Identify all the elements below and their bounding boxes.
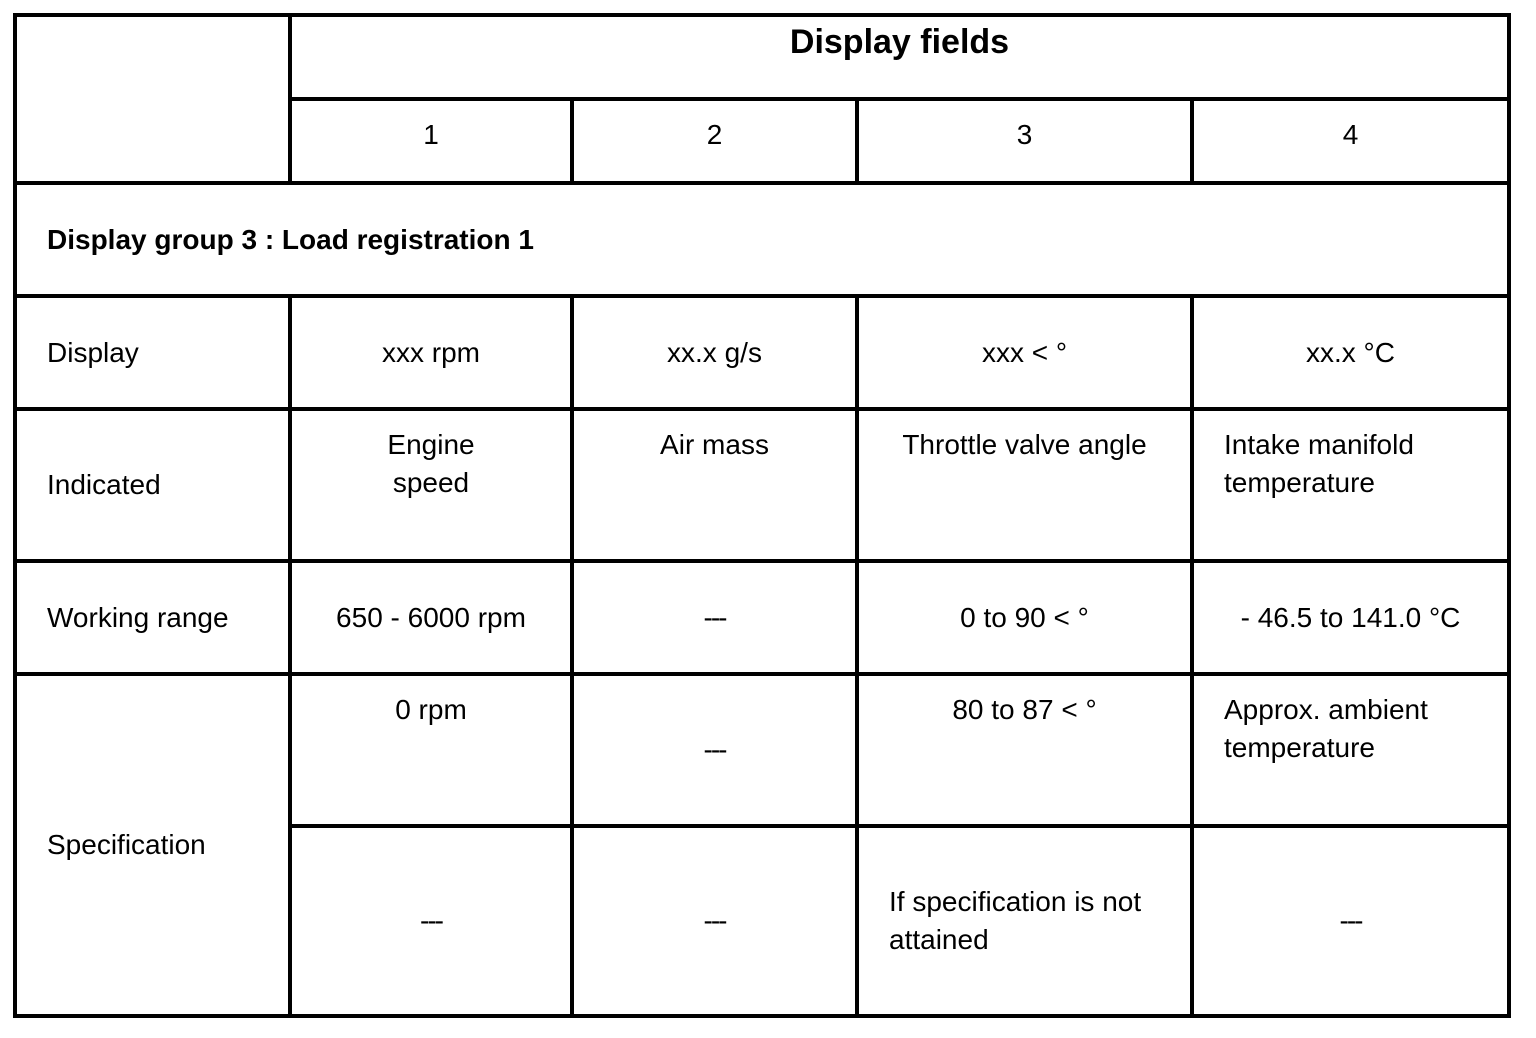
working-range-cell-3: 0 to 90 < ° (857, 561, 1192, 674)
specification-cell-3: 80 to 87 < ° (857, 674, 1192, 826)
specification-note-cell-3: If specification is not attained (857, 826, 1192, 1016)
indicated-cell-4: Intake manifold temperature (1192, 409, 1509, 561)
working-range-cell-4: - 46.5 to 141.0 °C (1192, 561, 1509, 674)
specification-cell-2: --- (572, 674, 857, 826)
row-label-specification: Specification (15, 674, 290, 1016)
row-label-working-range: Working range (15, 561, 290, 674)
indicated-cell-2: Air mass (572, 409, 857, 561)
row-label-indicated: Indicated (15, 409, 290, 561)
specification-cell-4: Approx. ambient temperature (1192, 674, 1509, 826)
display-group-table (13, 13, 1511, 1018)
display-cell-3: xxx < ° (857, 296, 1192, 409)
display-group-title: Display group 3 : Load registration 1 (15, 183, 1509, 296)
column-header-1: 1 (290, 99, 572, 183)
specification-note-cell-2: --- (572, 826, 857, 1016)
corner-cell (15, 15, 290, 183)
working-range-cell-2: --- (572, 561, 857, 674)
working-range-cell-1: 650 - 6000 rpm (290, 561, 572, 674)
row-label-display: Display (15, 296, 290, 409)
indicated-cell-3: Throttle valve angle (857, 409, 1192, 561)
display-cell-2: xx.x g/s (572, 296, 857, 409)
display-cell-4: xx.x °C (1192, 296, 1509, 409)
column-header-4: 4 (1192, 99, 1509, 183)
display-fields-title: Display fields (290, 15, 1509, 99)
specification-cell-1: 0 rpm (290, 674, 572, 826)
display-cell-1: xxx rpm (290, 296, 572, 409)
specification-note-cell-4: --- (1192, 826, 1509, 1016)
column-header-3: 3 (857, 99, 1192, 183)
column-header-2: 2 (572, 99, 857, 183)
indicated-cell-1: Engine speed (290, 409, 572, 561)
specification-note-cell-1: --- (290, 826, 572, 1016)
